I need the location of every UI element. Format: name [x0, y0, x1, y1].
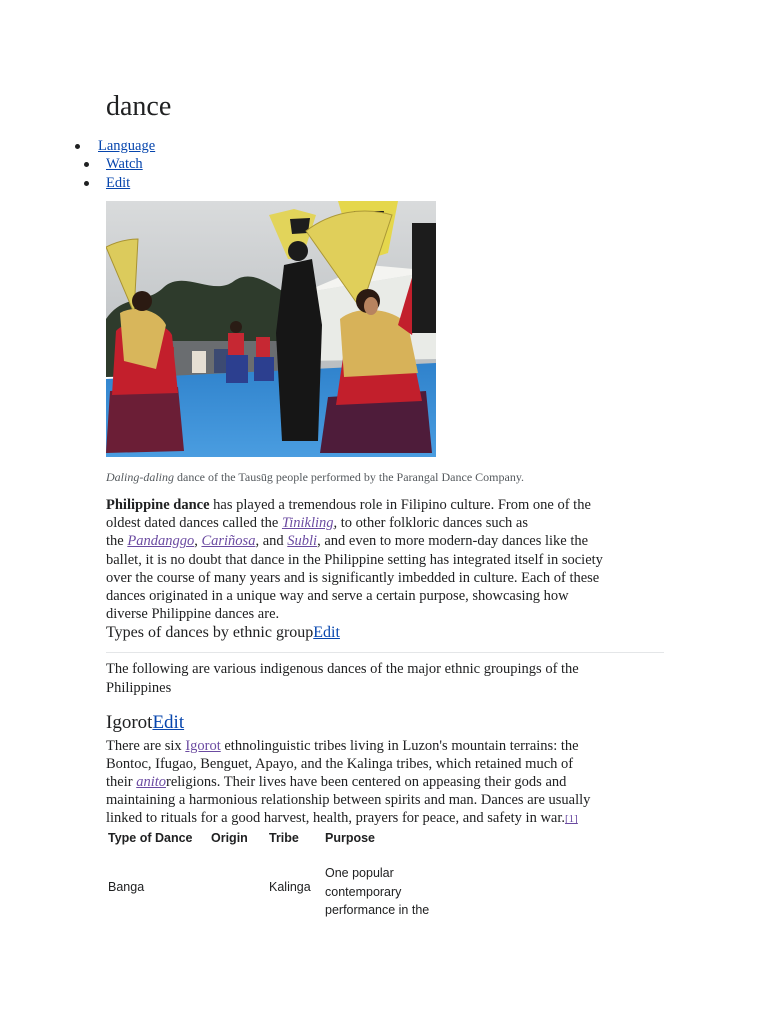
language-link[interactable]: Language	[98, 138, 156, 154]
paragraph-text: the	[106, 533, 128, 550]
paragraph-line: ballet, it is no doubt that dance in the Philippine setting has integrated itself in society	[106, 551, 603, 568]
table-cell-purpose	[325, 864, 429, 920]
photo-background-dancer-skirt	[226, 355, 248, 383]
photo-crowd-person	[192, 351, 206, 373]
table-cell-tribe: Kalinga	[269, 880, 311, 894]
photo-left-dancer-head	[132, 291, 152, 311]
paragraph-text: religions. Their lives have been centered on appeasing their gods and	[166, 774, 567, 790]
paragraph-text: , and even to more modern-day dances like the	[317, 533, 589, 550]
purpose-line: performance in the	[325, 903, 430, 917]
paragraph-line: Bontoc, Ifugao, Benguet, Apayo, and the Kalinga tribes, which retained much of	[106, 756, 574, 772]
subli-link[interactable]: Subli	[287, 533, 318, 550]
paragraph-line: dances originated in a unique way and serve a certain purpose, showcasing how	[106, 587, 569, 604]
page-title: dance	[106, 91, 172, 122]
table-cell-type: Banga	[108, 880, 145, 894]
photo-background-dancer	[256, 337, 270, 357]
paragraph-text: linked to rituals for a good harvest, health, prayers for peace, and safety in war.	[106, 810, 566, 826]
watch-link[interactable]: Watch	[106, 156, 143, 172]
pandanggo-link[interactable]: Pandanggo	[127, 533, 195, 550]
section-heading-text: Types of dances by ethnic group	[106, 624, 314, 641]
paragraph-text: has played a tremendous role in Filipino culture. From one of the	[209, 497, 591, 513]
edit-section-link[interactable]: Edit	[313, 624, 340, 641]
paragraph-line	[106, 532, 603, 550]
edit-section-link[interactable]: Edit	[152, 712, 185, 733]
paragraph-text: There are six	[106, 738, 186, 754]
list-bullet	[75, 144, 80, 149]
table-header-type: Type of Dance	[108, 831, 193, 845]
photo-background-dancer	[228, 333, 244, 355]
carinosa-link[interactable]: Cariñosa	[201, 533, 256, 550]
paragraph-line	[106, 496, 603, 514]
photo-right-dancer-face	[364, 297, 378, 315]
paragraph-text: ,	[194, 533, 202, 550]
photo-standing-performer-head	[288, 241, 308, 261]
photo-caption	[106, 469, 524, 485]
paragraph-line	[106, 773, 590, 791]
igorot-link[interactable]: Igorot	[185, 738, 221, 754]
table-header-origin: Origin	[211, 831, 248, 845]
section-heading-text: Igorot	[106, 712, 153, 733]
caption-dance-name: Daling-daling	[106, 470, 174, 484]
tinikling-link[interactable]: Tinikling	[281, 515, 334, 532]
paragraph-text: , and	[255, 533, 288, 550]
paragraph-line	[106, 514, 603, 532]
caption-text: dance of the Tausūg people performed by the Parangal Dance Company.	[174, 470, 525, 484]
paragraph-line: maintaining a harmonious relationship between spirits and man. Dances are usually	[106, 792, 591, 808]
paragraph-text: , to other folkloric dances such as	[333, 515, 529, 532]
photo-background-dancer-head	[230, 321, 242, 333]
paragraph-text: their	[106, 774, 137, 790]
anito-link[interactable]: anito	[136, 774, 167, 790]
list-bullet	[84, 162, 89, 167]
photo-standing-performer	[276, 259, 322, 441]
intro-bold-term: Philippine dance	[106, 497, 210, 513]
intro-paragraph	[106, 496, 603, 623]
purpose-line: One popular	[325, 866, 394, 880]
purpose-line: contemporary	[325, 884, 402, 899]
section-divider	[106, 652, 664, 653]
section-heading-igorot	[106, 710, 184, 736]
reference-link[interactable]: [1]	[565, 813, 578, 825]
photo-spectator	[412, 223, 436, 333]
paragraph-line	[106, 809, 590, 827]
table-header-tribe: Tribe	[269, 831, 299, 845]
ethnic-intro-paragraph	[106, 660, 579, 697]
paragraph-line	[106, 737, 590, 755]
photo-left-dancer-skirt	[106, 387, 184, 453]
paragraph-text: ethnolinguistic tribes living in Luzon's mountain terrains: the	[220, 738, 579, 754]
section-heading-ethnic	[106, 622, 340, 644]
dance-photo[interactable]	[106, 201, 436, 457]
table-header-purpose: Purpose	[325, 831, 376, 845]
list-bullet	[84, 181, 89, 186]
edit-page-link[interactable]: Edit	[106, 175, 131, 191]
paragraph-line: The following are various indigenous dances of the major ethnic groupings of the	[106, 661, 579, 677]
paragraph-line: over the course of many years and is significantly imbedded in culture. Each of these	[106, 569, 600, 586]
paragraph-line: diverse Philippine dances are.	[106, 606, 280, 623]
paragraph-text: oldest dated dances called the	[106, 515, 282, 532]
igorot-paragraph	[106, 737, 590, 827]
photo-background-dancer-skirt	[254, 357, 274, 381]
paragraph-line: Philippines	[106, 679, 172, 696]
